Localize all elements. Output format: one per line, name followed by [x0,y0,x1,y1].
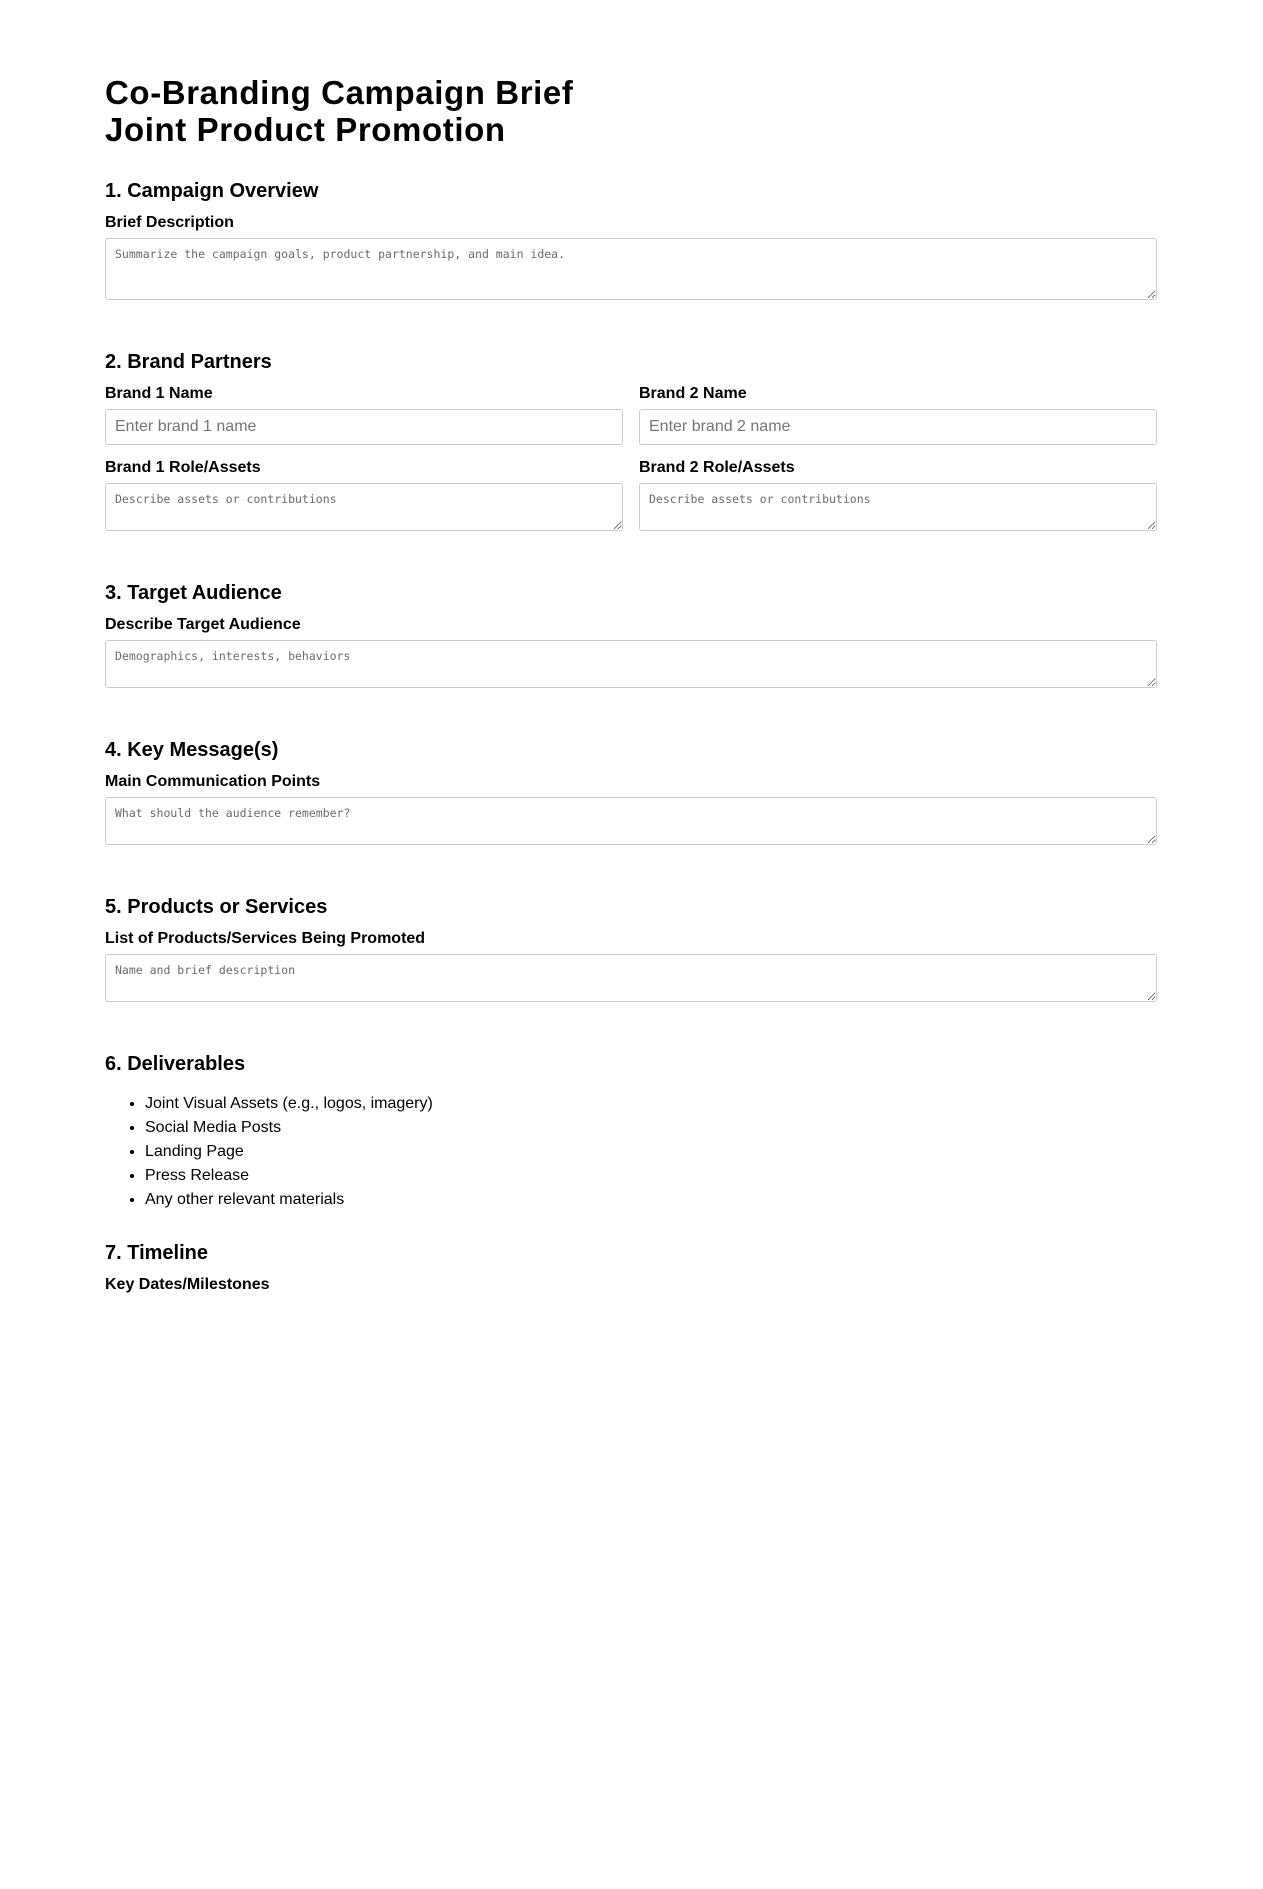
brand-1-name-label: Brand 1 Name [105,385,213,402]
brand-2-role-label: Brand 2 Role/Assets [639,459,795,476]
section-campaign-overview [105,179,1157,300]
brand-1-role-label: Brand 1 Role/Assets [105,459,261,476]
list-item: • Any other relevant materials [145,1188,1157,1212]
section-heading: 1. Campaign Overview [105,180,319,202]
section-heading: 3. Target Audience [105,582,282,604]
section-heading: 4. Key Message(s) [105,739,279,761]
target-audience-label: Describe Target Audience [105,616,301,633]
section-products-services [105,895,1157,1002]
brand-2-name-label: Brand 2 Name [639,385,747,402]
page-title [105,74,573,148]
brand-role-row [105,445,1157,531]
key-dates-label: Key Dates/Milestones [105,1276,270,1293]
brand-1-role-textarea[interactable] [105,483,623,531]
section-target-audience [105,581,1157,688]
section-heading: 2. Brand Partners [105,351,272,373]
campaign-brief-form [105,0,1157,1306]
list-item: • Press Release [145,1164,1157,1188]
communication-points-textarea[interactable] [105,797,1157,845]
list-item: • Landing Page [145,1140,1157,1164]
list-item: • Social Media Posts [145,1116,1157,1140]
title-line-1: Co-Branding Campaign Brief [105,74,574,111]
brand-2-role-textarea[interactable] [639,483,1157,531]
section-deliverables [105,1052,1157,1212]
list-item: • Joint Visual Assets (e.g., logos, imagery) [145,1092,1157,1116]
products-list-textarea[interactable] [105,954,1157,1002]
section-heading: 7. Timeline [105,1242,209,1264]
target-audience-textarea[interactable] [105,640,1157,688]
deliverables-list [105,1092,1157,1212]
communication-points-label: Main Communication Points [105,773,321,790]
brand-name-row [105,374,1157,445]
section-timeline [105,1241,1157,1295]
section-heading: 5. Products or Services [105,896,328,918]
section-brand-partners [105,350,1157,531]
section-heading: 6. Deliverables [105,1053,246,1075]
brief-description-label: Brief Description [105,214,234,231]
brand-2-name-input[interactable] [639,409,1157,445]
title-line-2: Joint Product Promotion [105,111,506,148]
brand-1-name-input[interactable] [105,409,623,445]
brief-description-textarea[interactable] [105,238,1157,300]
section-key-messages [105,738,1157,845]
products-list-label: List of Products/Services Being Promoted [105,930,426,947]
